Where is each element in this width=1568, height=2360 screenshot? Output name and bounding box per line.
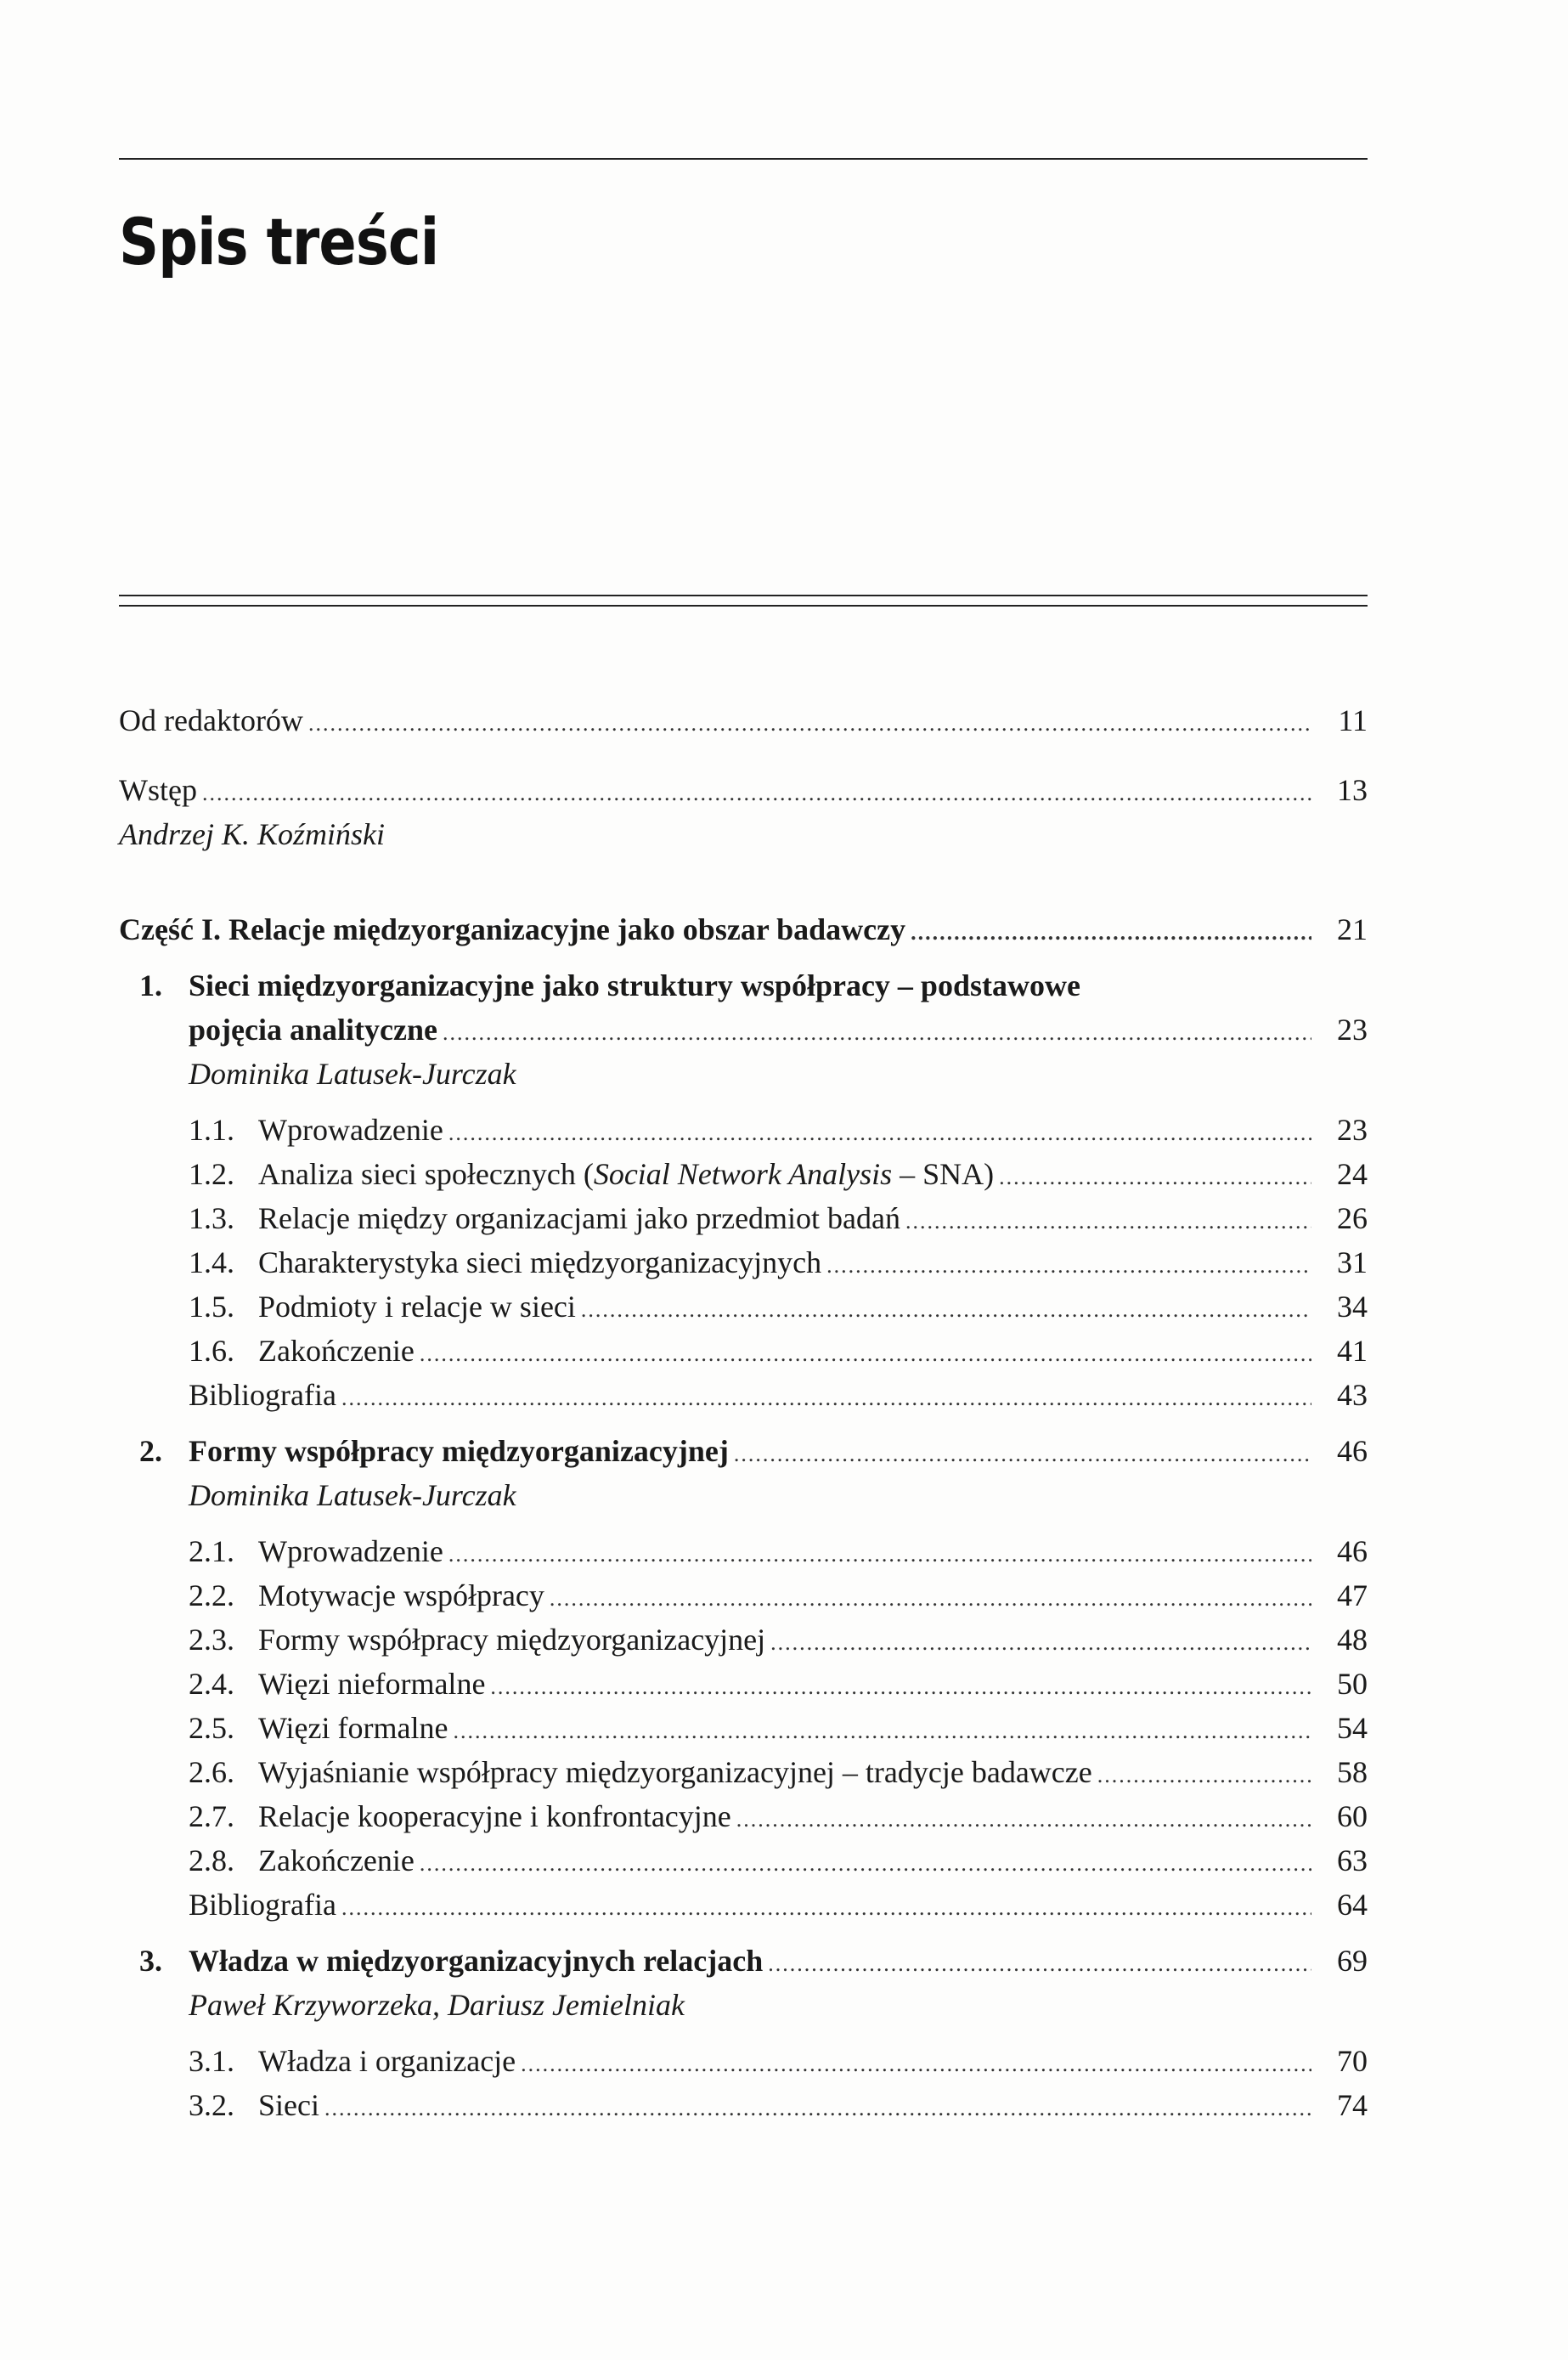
section-page: 70 (1337, 2044, 1368, 2078)
leader-dots (999, 1155, 1311, 1200)
toc-chapter-author: Dominika Latusek-Jurczak (189, 1478, 516, 1512)
toc-entry-label: Od redaktorów (119, 703, 303, 737)
toc-section-3-1[interactable] (189, 2039, 1368, 2083)
toc-entry-label: Wstęp (119, 773, 197, 807)
toc-bibliography-2[interactable] (189, 1883, 1368, 1927)
toc-section-2-6[interactable] (189, 1750, 1368, 1794)
toc-chapter-title-line2[interactable] (189, 1008, 1368, 1052)
toc-entry-page: 69 (1337, 1944, 1368, 1978)
leader-dots (202, 771, 1311, 816)
section-label: Wyjaśnianie współpracy międzyorganizacyjnej – tradycje badawcze (258, 1755, 1092, 1789)
leader-dots (768, 1942, 1311, 1986)
section-label: Charakterystyka sieci międzyorganizacyjnych (258, 1245, 822, 1279)
section-label: Sieci (258, 2088, 319, 2122)
toc-chapter-author: Paweł Krzyworzeka, Dariusz Jemielniak (189, 1988, 685, 2022)
toc-chapter-3 (119, 1939, 1368, 2127)
section-page: 24 (1337, 1157, 1368, 1191)
leader-dots (341, 1376, 1311, 1420)
toc-section-3-2[interactable] (189, 2083, 1368, 2127)
chapter-number: 3. (139, 1944, 162, 1978)
section-page: 63 (1337, 1843, 1368, 1877)
table-of-contents (119, 698, 1368, 2127)
chapter-number: 2. (139, 1434, 162, 1468)
section-number: 3.2. (189, 2088, 234, 2122)
section-label: Podmioty i relacje w sieci (258, 1290, 576, 1324)
section-number: 2.1. (189, 1534, 234, 1568)
divider-rule-lower (119, 605, 1368, 607)
leader-dots (324, 2086, 1311, 2131)
leader-dots (911, 911, 1311, 955)
toc-section-1-2[interactable] (189, 1152, 1368, 1196)
divider-rule-upper (119, 595, 1368, 596)
section-number: 1.6. (189, 1334, 234, 1368)
section-label: Relacje między organizacjami jako przedmiot badań (258, 1201, 901, 1235)
section-page: 31 (1337, 1245, 1368, 1279)
toc-section-2-4[interactable] (189, 1662, 1368, 1706)
toc-section-2-5[interactable] (189, 1706, 1368, 1750)
leader-dots (308, 702, 1311, 746)
toc-entry-page: 46 (1337, 1434, 1368, 1468)
section-page: 50 (1337, 1667, 1368, 1701)
section-page: 48 (1337, 1623, 1368, 1657)
section-label: Motywacje współpracy (258, 1578, 544, 1612)
toc-chapter-title[interactable] (139, 1939, 1368, 1983)
toc-part-page: 21 (1337, 912, 1368, 946)
section-number: 2.6. (189, 1755, 234, 1789)
toc-section-1-6[interactable] (189, 1329, 1368, 1373)
toc-section-2-1[interactable] (189, 1529, 1368, 1573)
section-number: 2.4. (189, 1667, 234, 1701)
bibliography-page: 43 (1337, 1378, 1368, 1412)
leader-dots (443, 1011, 1311, 1055)
section-label: Zakończenie (258, 1843, 415, 1877)
leader-dots (341, 1886, 1311, 1930)
section-label: Więzi formalne (258, 1711, 448, 1745)
toc-entry-author: Andrzej K. Koźmiński (119, 817, 386, 851)
leader-dots (490, 1665, 1311, 1709)
toc-section-1-1[interactable] (189, 1108, 1368, 1152)
leader-dots (581, 1288, 1311, 1332)
page-title: Spis treści (119, 204, 439, 279)
top-rule (119, 158, 1368, 160)
leader-dots (420, 1842, 1311, 1886)
leader-dots (453, 1709, 1311, 1753)
toc-chapter-1 (119, 963, 1368, 1417)
section-page: 74 (1337, 2088, 1368, 2122)
chapter-number: 1. (139, 968, 162, 1002)
leader-dots (448, 1111, 1311, 1155)
leader-dots (826, 1244, 1311, 1288)
section-page: 46 (1337, 1534, 1368, 1568)
chapter-title-text: pojęcia analityczne (189, 1013, 437, 1047)
section-label: Wprowadzenie (258, 1113, 443, 1147)
toc-entry-od-redaktorow[interactable] (119, 698, 1368, 742)
section-label: Formy współpracy międzyorganizacyjnej (258, 1623, 766, 1657)
section-number: 1.3. (189, 1201, 234, 1235)
toc-section-1-4[interactable] (189, 1240, 1368, 1284)
section-number: 2.5. (189, 1711, 234, 1745)
toc-section-1-5[interactable] (189, 1284, 1368, 1329)
leader-dots (550, 1577, 1311, 1621)
section-page: 54 (1337, 1711, 1368, 1745)
section-number: 2.2. (189, 1578, 234, 1612)
chapter-title-text: Władza w międzyorganizacyjnych relacjach (189, 1944, 764, 1978)
toc-entry-page: 13 (1337, 773, 1368, 807)
section-label: Relacje kooperacyjne i konfrontacyjne (258, 1799, 731, 1833)
toc-section-2-2[interactable] (189, 1573, 1368, 1618)
toc-chapter-title-line1[interactable] (139, 963, 1368, 1008)
toc-chapter-2 (119, 1429, 1368, 1927)
section-number: 1.5. (189, 1290, 234, 1324)
leader-dots (734, 1432, 1311, 1476)
leader-dots (770, 1621, 1311, 1665)
chapter-title-text: Sieci międzyorganizacyjne jako struktury współpracy – podstawowe (189, 968, 1080, 1002)
section-label: Zakończenie (258, 1334, 415, 1368)
section-page: 58 (1337, 1755, 1368, 1789)
toc-entry-wstep[interactable] (119, 768, 1368, 812)
leader-dots (736, 1798, 1311, 1842)
bibliography-label: Bibliografia (189, 1888, 336, 1922)
section-number: 3.1. (189, 2044, 234, 2078)
section-page: 34 (1337, 1290, 1368, 1324)
section-page: 23 (1337, 1113, 1368, 1147)
section-page: 47 (1337, 1578, 1368, 1612)
toc-bibliography-1[interactable] (189, 1373, 1368, 1417)
bibliography-label: Bibliografia (189, 1378, 336, 1412)
leader-dots (1097, 1753, 1311, 1798)
toc-entry-page: 11 (1338, 703, 1368, 737)
toc-section-2-7[interactable] (189, 1794, 1368, 1838)
toc-chapter-author: Dominika Latusek-Jurczak (189, 1057, 516, 1091)
section-page: 26 (1337, 1201, 1368, 1235)
section-number: 1.4. (189, 1245, 234, 1279)
leader-dots (521, 2042, 1311, 2086)
chapter-title-text: Formy współpracy międzyorganizacyjnej (189, 1434, 729, 1468)
section-label: Władza i organizacje (258, 2044, 516, 2078)
section-page: 41 (1337, 1334, 1368, 1368)
section-number: 2.8. (189, 1843, 234, 1877)
section-number: 2.7. (189, 1799, 234, 1833)
toc-part-label: Część I. Relacje międzyorganizacyjne jako obszar badawczy (119, 912, 906, 946)
toc-section-1-3[interactable] (189, 1196, 1368, 1240)
section-label-italic: Social Network Analysis (593, 1157, 893, 1191)
section-label-post: – SNA) (892, 1157, 995, 1191)
section-label: Wprowadzenie (258, 1534, 443, 1568)
leader-dots (905, 1200, 1311, 1244)
section-number: 1.2. (189, 1157, 234, 1191)
toc-section-2-3[interactable] (189, 1618, 1368, 1662)
section-page: 60 (1337, 1799, 1368, 1833)
leader-dots (420, 1332, 1311, 1376)
leader-dots (448, 1533, 1311, 1577)
toc-chapter-title[interactable] (139, 1429, 1368, 1473)
section-label-pre: Analiza sieci społecznych ( (258, 1157, 594, 1191)
section-label: Więzi nieformalne (258, 1667, 486, 1701)
section-number: 1.1. (189, 1113, 234, 1147)
toc-section-2-8[interactable] (189, 1838, 1368, 1883)
toc-part-1[interactable] (119, 907, 1368, 951)
bibliography-page: 64 (1337, 1888, 1368, 1922)
toc-entry-page: 23 (1337, 1013, 1368, 1047)
section-number: 2.3. (189, 1623, 234, 1657)
